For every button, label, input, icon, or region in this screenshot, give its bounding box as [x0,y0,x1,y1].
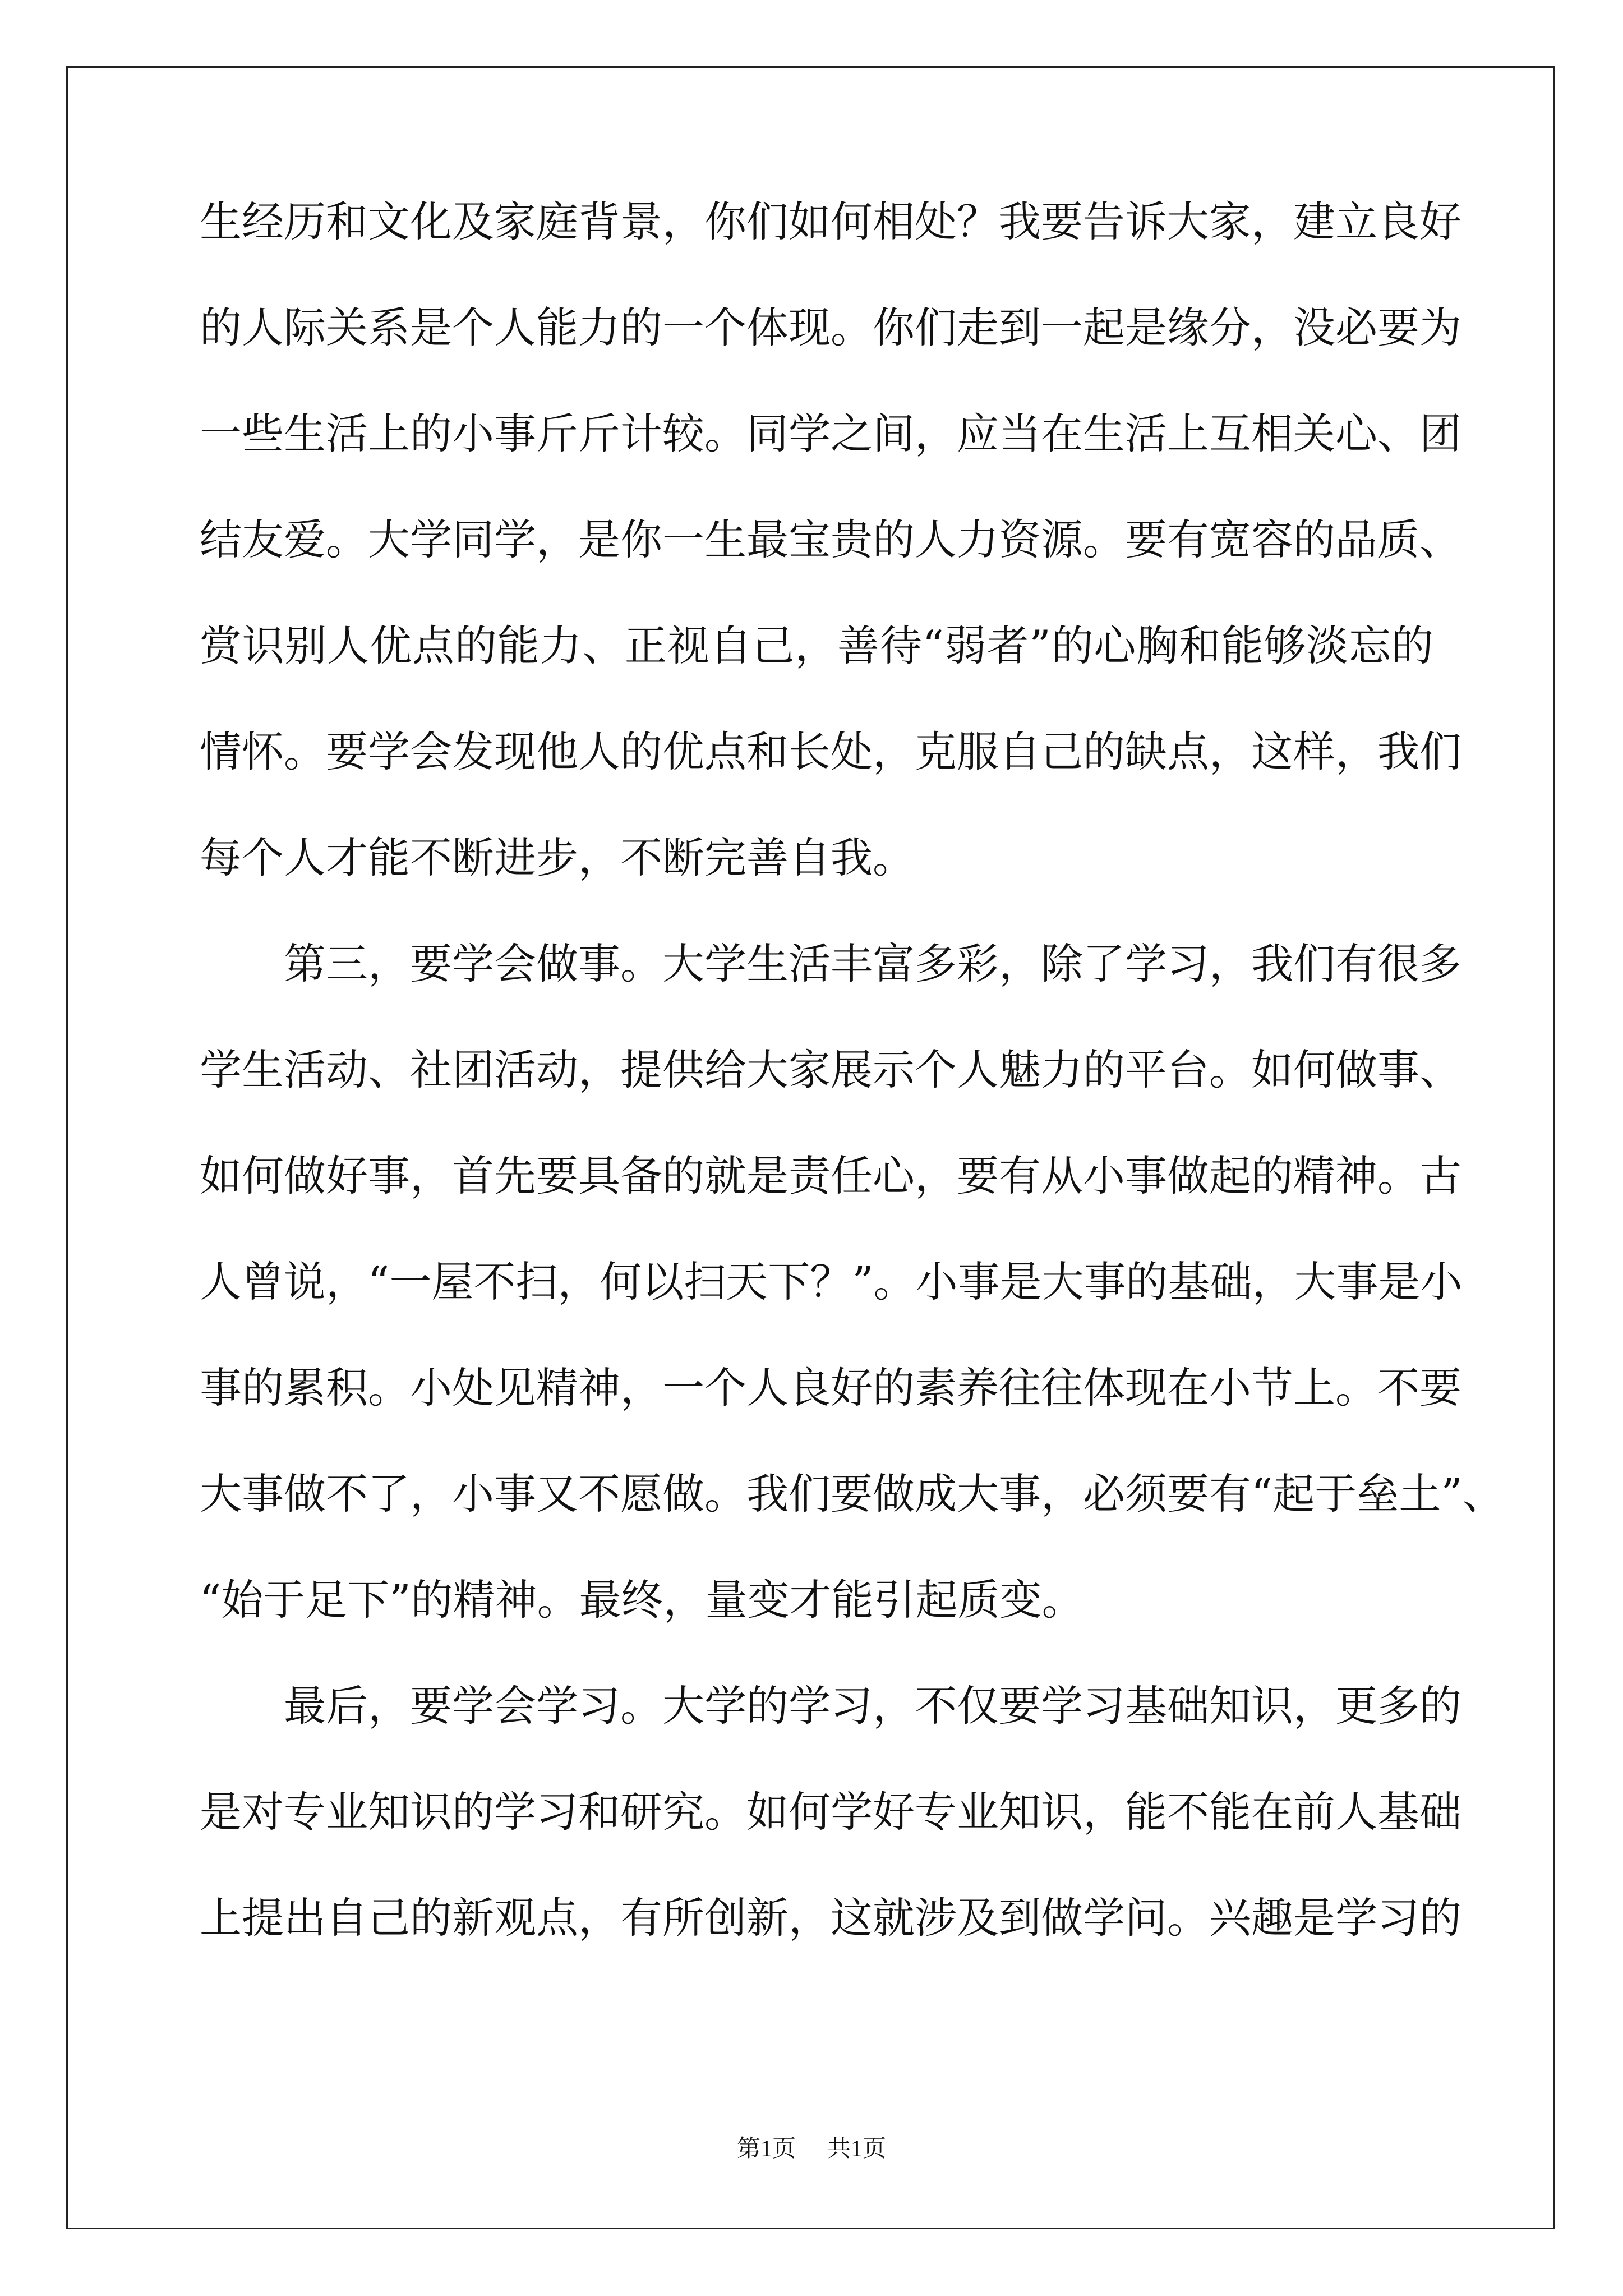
text-line: 人曾说，“一屋不扫，何以扫天下？”。小事是大事的基础，大事是小 [200,1257,1463,1306]
paragraph-start-line: 第三，要学会做事。大学生活丰富多彩，除了学习，我们有很多 [284,939,1462,988]
text-line: 每个人才能不断进步，不断完善自我。 [200,833,915,882]
page-footer [0,2135,1623,2163]
page-number: 第1页 [736,2136,796,2162]
text-line: 大事做不了，小事又不愿做。我们要做成大事，必须要有“起于垒土”、 [200,1469,1505,1519]
text-line: 结友爱。大学同学，是你一生最宝贵的人力资源。要有宽容的品质、 [200,515,1462,564]
text-line: 事的累积。小处见精神，一个人良好的素养往往体现在小节上。不要 [200,1363,1462,1412]
text-line: 情怀。要学会发现他人的优点和长处，克服自己的缺点，这样，我们 [200,727,1462,776]
text-line: 的人际关系是个人能力的一个体现。你们走到一起是缘分，没必要为 [200,303,1462,352]
text-line: “始于足下”的精神。最终，量变才能引起质变。 [200,1575,1084,1625]
text-line: 学生活动、社团活动，提供给大家展示个人魅力的平台。如何做事、 [200,1045,1462,1094]
text-line: 是对专业知识的学习和研究。如何学好专业知识，能不能在前人基础 [200,1787,1462,1837]
text-line: 一些生活上的小事斤斤计较。同学之间，应当在生活上互相关心、团 [200,409,1462,458]
text-line: 赏识别人优点的能力、正视自己，善待“弱者”的心胸和能够淡忘的 [200,621,1433,670]
document-body [200,195,1505,1998]
text-line: 上提出自己的新观点，有所创新，这就涉及到做学问。兴趣是学习的 [200,1893,1462,1943]
text-line: 如何做好事，首先要具备的就是责任心，要有从小事做起的精神。古 [200,1151,1462,1200]
paragraph-start-line: 最后，要学会学习。大学的学习，不仅要学习基础知识，更多的 [284,1681,1462,1731]
text-line: 生经历和文化及家庭背景，你们如何相处？我要告诉大家，建立良好 [200,197,1462,246]
page-total: 共1页 [827,2136,887,2162]
